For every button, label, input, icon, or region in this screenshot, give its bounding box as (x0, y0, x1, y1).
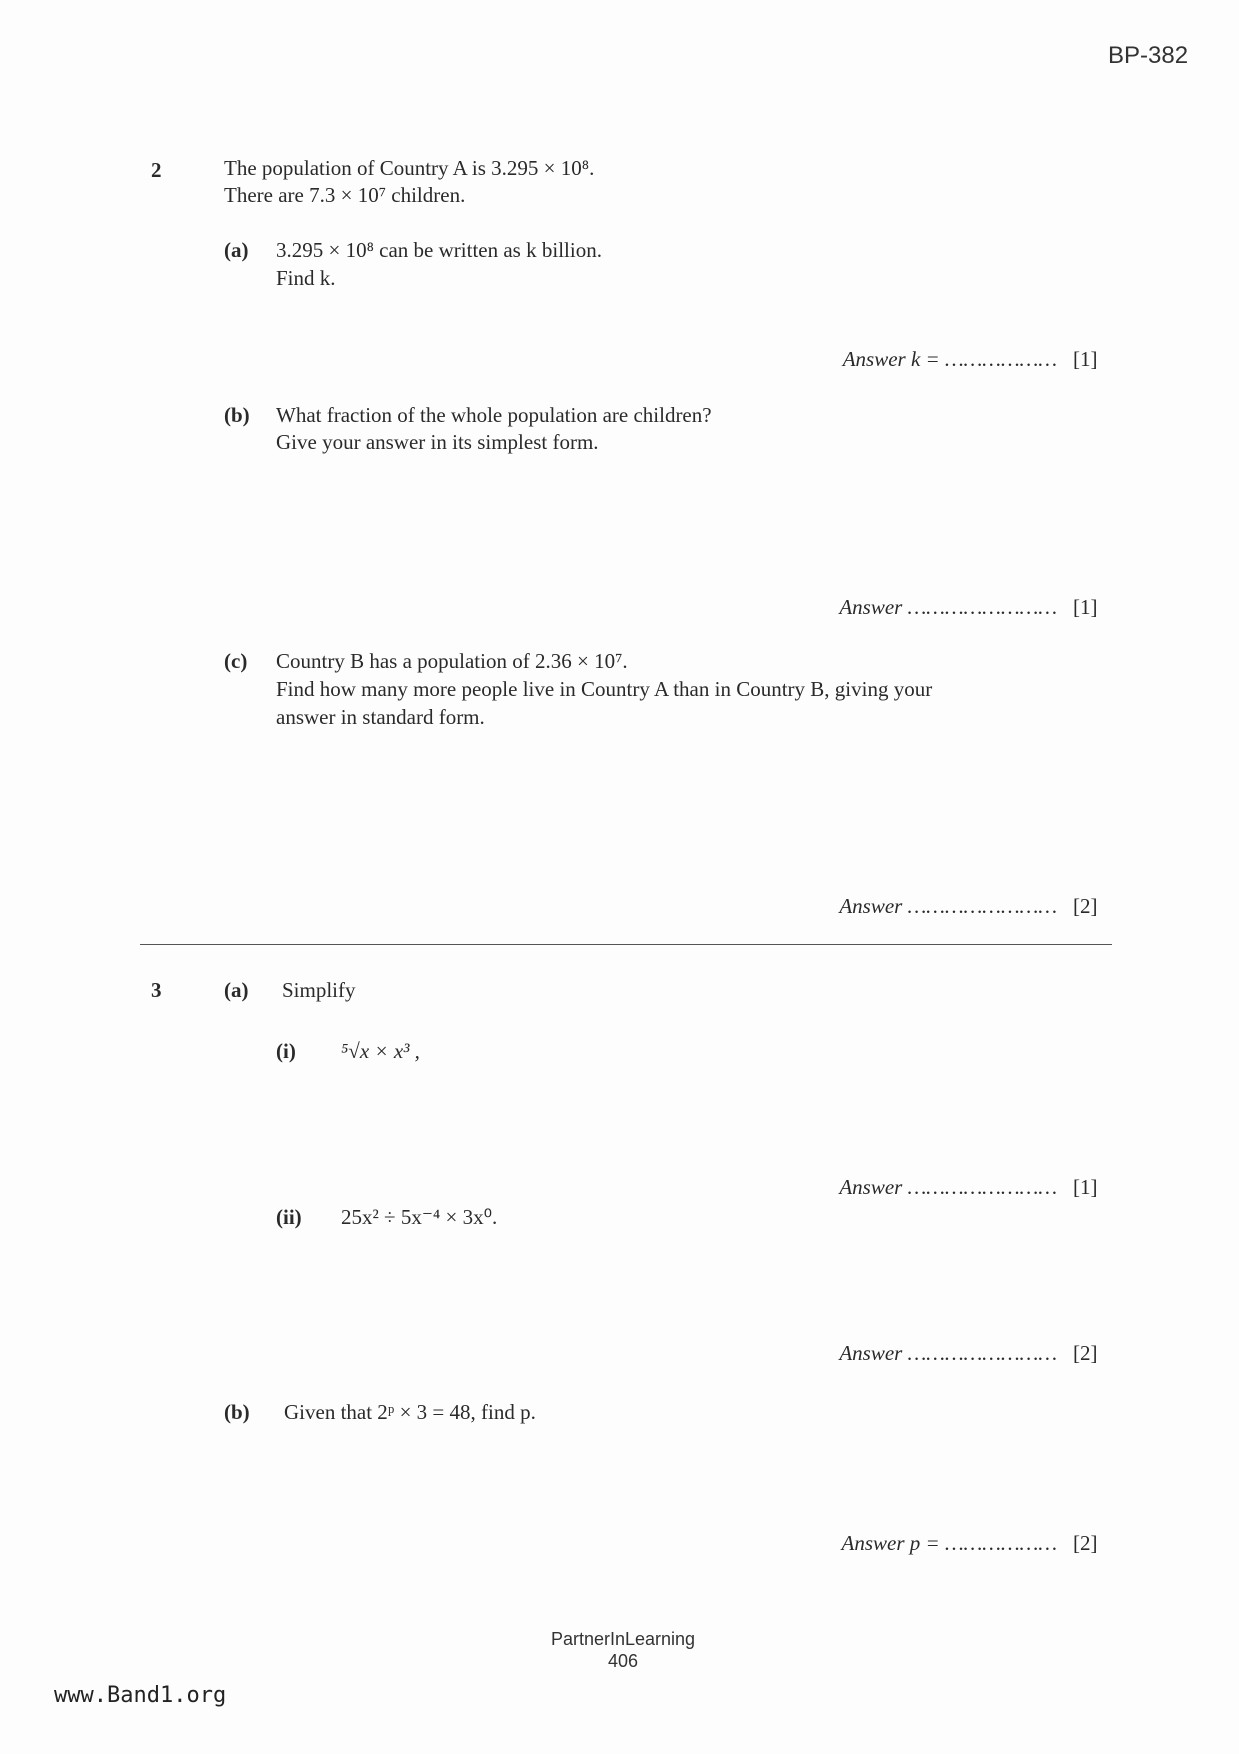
q3a-text: Simplify (282, 978, 356, 1002)
q2a-answer-line[interactable]: Answer k = ……………… (842, 347, 1057, 371)
paper-code: BP-382 (1108, 42, 1189, 69)
q3aii-marks: [2] (1073, 1341, 1098, 1365)
q2-intro-2: There are 7.3 × 10⁷ children. (224, 183, 466, 207)
q2a-line2: Find k. (276, 266, 336, 290)
q3aii-expression: 25x² ÷ 5x⁻⁴ × 3x⁰. (341, 1205, 498, 1229)
footer-publisher: PartnerInLearning (550, 1629, 696, 1649)
question-3-number: 3 (151, 978, 162, 1002)
q3b-label: (b) (224, 1400, 250, 1424)
question-divider (140, 944, 1112, 945)
q2c-label: (c) (224, 649, 248, 673)
footer-page-number: 406 (607, 1651, 639, 1671)
q2c-line1: Country B has a population of 2.36 × 10⁷. (276, 649, 628, 673)
q2b-marks: [1] (1073, 595, 1098, 619)
q2b-answer-line[interactable]: Answer …………………… (839, 595, 1057, 619)
q2a-label: (a) (224, 238, 249, 262)
q3ai-marks: [1] (1073, 1175, 1098, 1199)
q3aii-label: (ii) (276, 1205, 302, 1229)
q2c-line3: answer in standard form. (276, 705, 485, 729)
q3b-answer-line[interactable]: Answer p = ……………… (841, 1531, 1057, 1555)
q2c-marks: [2] (1073, 894, 1098, 918)
q3b-text: Given that 2ᵖ × 3 = 48, find p. (284, 1400, 536, 1424)
footer-website: www.Band1.org (54, 1683, 227, 1708)
q2a-marks: [1] (1073, 347, 1098, 371)
q3ai-answer-line[interactable]: Answer …………………… (839, 1175, 1057, 1199)
q2c-answer-line[interactable]: Answer …………………… (839, 894, 1057, 918)
q2c-line2: Find how many more people live in Country A than in Country B, giving your (276, 677, 933, 701)
q2b-label: (b) (224, 403, 250, 427)
q2a-line1: 3.295 × 10⁸ can be written as k billion. (276, 238, 602, 262)
q3ai-expression: ⁵√x × x³ , (341, 1039, 420, 1063)
q3ai-label: (i) (276, 1039, 296, 1063)
q2b-line1: What fraction of the whole population are children? (276, 403, 712, 427)
q3a-label: (a) (224, 978, 249, 1002)
q2b-line2: Give your answer in its simplest form. (276, 430, 599, 454)
question-2-number: 2 (151, 158, 162, 182)
q3b-marks: [2] (1073, 1531, 1098, 1555)
q3aii-answer-line[interactable]: Answer …………………… (839, 1341, 1057, 1365)
q2-intro-1: The population of Country A is 3.295 × 10⁸. (224, 156, 595, 180)
